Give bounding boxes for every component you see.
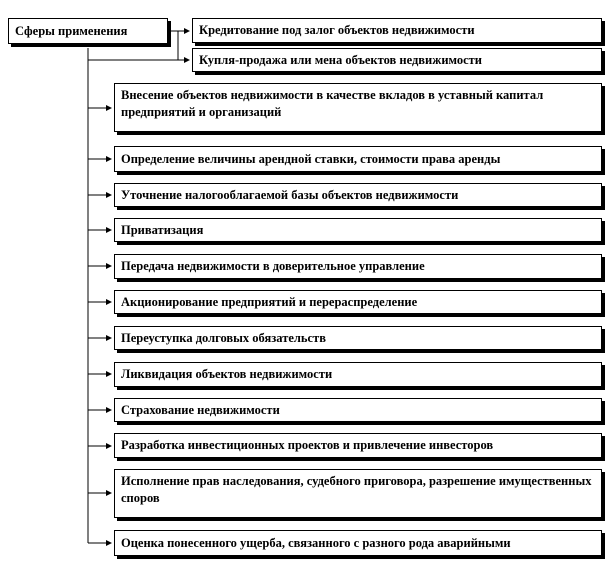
item-box-4: Определение величины арендной ставки, стоимости права аренды (114, 146, 602, 172)
item-box-10: Ликвидация объектов недвижимости (114, 362, 602, 387)
arrow-item-7-icon (106, 263, 112, 269)
arrow-item-6-icon (106, 227, 112, 233)
arrow-item-3-icon (106, 105, 112, 111)
item-box-3: Внесение объектов недвижимости в качестве вкладов в уставный капитал предприятий и организаций (114, 83, 602, 132)
arrow-item-5-icon (106, 192, 112, 198)
item-box-11: Страхование недвижимости (114, 398, 602, 422)
connector-branches (88, 105, 112, 546)
item-box-1: Кредитование под залог объектов недвижимости (192, 18, 602, 43)
arrow-item-9-icon (106, 335, 112, 341)
item-box-7: Передача недвижимости в доверительное управление (114, 254, 602, 279)
arrow-item-2-icon (184, 57, 190, 63)
item-box-6: Приватизация (114, 218, 602, 242)
arrow-item-4-icon (106, 156, 112, 162)
item-box-5: Уточнение налогооблагаемой базы объектов недвижимости (114, 183, 602, 207)
arrow-item-10-icon (106, 371, 112, 377)
arrow-item-13-icon (106, 490, 112, 496)
item-box-13: Исполнение прав наследования, судебного приговора, разрешение имущественных споров (114, 469, 602, 518)
item-box-14: Оценка понесенного ущерба, связанного с разного рода аварийными (114, 530, 602, 556)
arrow-item-1-icon (184, 28, 190, 34)
arrow-item-14-icon (106, 540, 112, 546)
arrow-item-12-icon (106, 443, 112, 449)
item-box-12: Разработка инвестиционных проектов и привлечение инвесторов (114, 433, 602, 458)
item-box-2: Купля-продажа или мена объектов недвижимости (192, 48, 602, 72)
item-box-9: Переуступка долговых обязательств (114, 326, 602, 350)
root-box-application-areas: Сферы применения (8, 18, 168, 44)
arrow-item-8-icon (106, 299, 112, 305)
item-box-8: Акционирование предприятий и перераспределение (114, 290, 602, 314)
arrow-item-11-icon (106, 407, 112, 413)
